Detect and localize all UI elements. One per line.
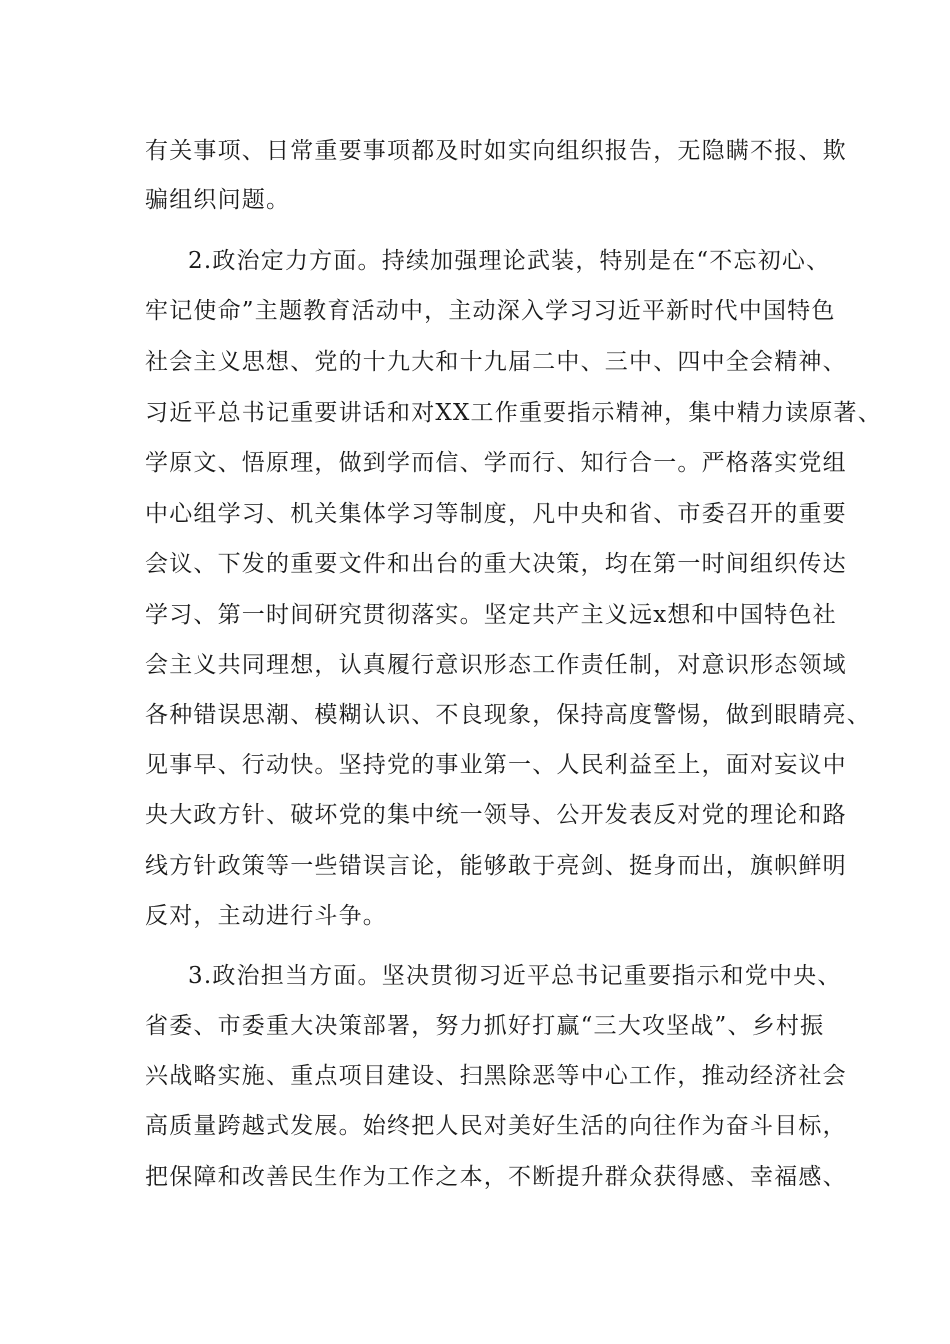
text-line: 骗组织问题。 bbox=[145, 187, 291, 213]
text-line: 见事早、行动快。坚持党的事业第一、人民利益至上，面对妄议中 bbox=[145, 752, 847, 778]
text-line: 把保障和改善民生作为工作之本，不断提升群众获得感、幸福感、 bbox=[145, 1164, 847, 1190]
text-line: 学原文、悟原理，做到学而信、学而行、知行合一。严格落实党组 bbox=[145, 450, 847, 476]
text-line: 中心组学习、机关集体学习等制度，凡中央和省、市委召开的重要 bbox=[145, 501, 847, 527]
text-line: 兴战略实施、重点项目建设、扫黑除恶等中心工作，推动经济社会 bbox=[145, 1063, 847, 1089]
paragraph-3-heading-line: 3.政治担当方面。坚决贯彻习近平总书记重要指示和党中央、 bbox=[188, 963, 842, 989]
text-line: 习近平总书记重要讲话和对XX工作重要指示精神，集中精力读原著、 bbox=[145, 400, 882, 426]
paragraph-2-heading-line: 2.政治定力方面。持续加强理论武装，特别是在“不忘初心、 bbox=[188, 248, 831, 274]
text-line: 有关事项、日常重要事项都及时如实向组织报告，无隐瞒不报、欺 bbox=[145, 138, 847, 164]
text-line: 省委、市委重大决策部署，努力抓好打赢“三大攻坚战”、乡村振 bbox=[145, 1013, 825, 1039]
text-line: 线方针政策等一些错误言论，能够敢于亮剑、挺身而出，旗帜鲜明 bbox=[145, 853, 847, 879]
text-line: 会议、下发的重要文件和出台的重大决策，均在第一时间组织传达 bbox=[145, 551, 847, 577]
text-line: 高质量跨越式发展。始终把人民对美好生活的向往作为奋斗目标， bbox=[145, 1113, 847, 1139]
text-line: 央大政方针、破坏党的集中统一领导、公开发表反对党的理论和路 bbox=[145, 802, 847, 828]
text-line: 牢记使命”主题教育活动中，主动深入学习习近平新时代中国特色 bbox=[145, 298, 836, 324]
text-line: 社会主义思想、党的十九大和十九届二中、三中、四中全会精神、 bbox=[145, 349, 847, 375]
text-line: 学习、第一时间研究贯彻落实。坚定共产主义远x想和中国特色社 bbox=[145, 602, 837, 628]
text-line: 反对，主动进行斗争。 bbox=[145, 903, 387, 929]
text-line: 各种错误思潮、模糊认识、不良现象，保持高度警惕，做到眼睛亮、 bbox=[145, 702, 871, 728]
text-line: 会主义共同理想，认真履行意识形态工作责任制，对意识形态领域 bbox=[145, 652, 847, 678]
